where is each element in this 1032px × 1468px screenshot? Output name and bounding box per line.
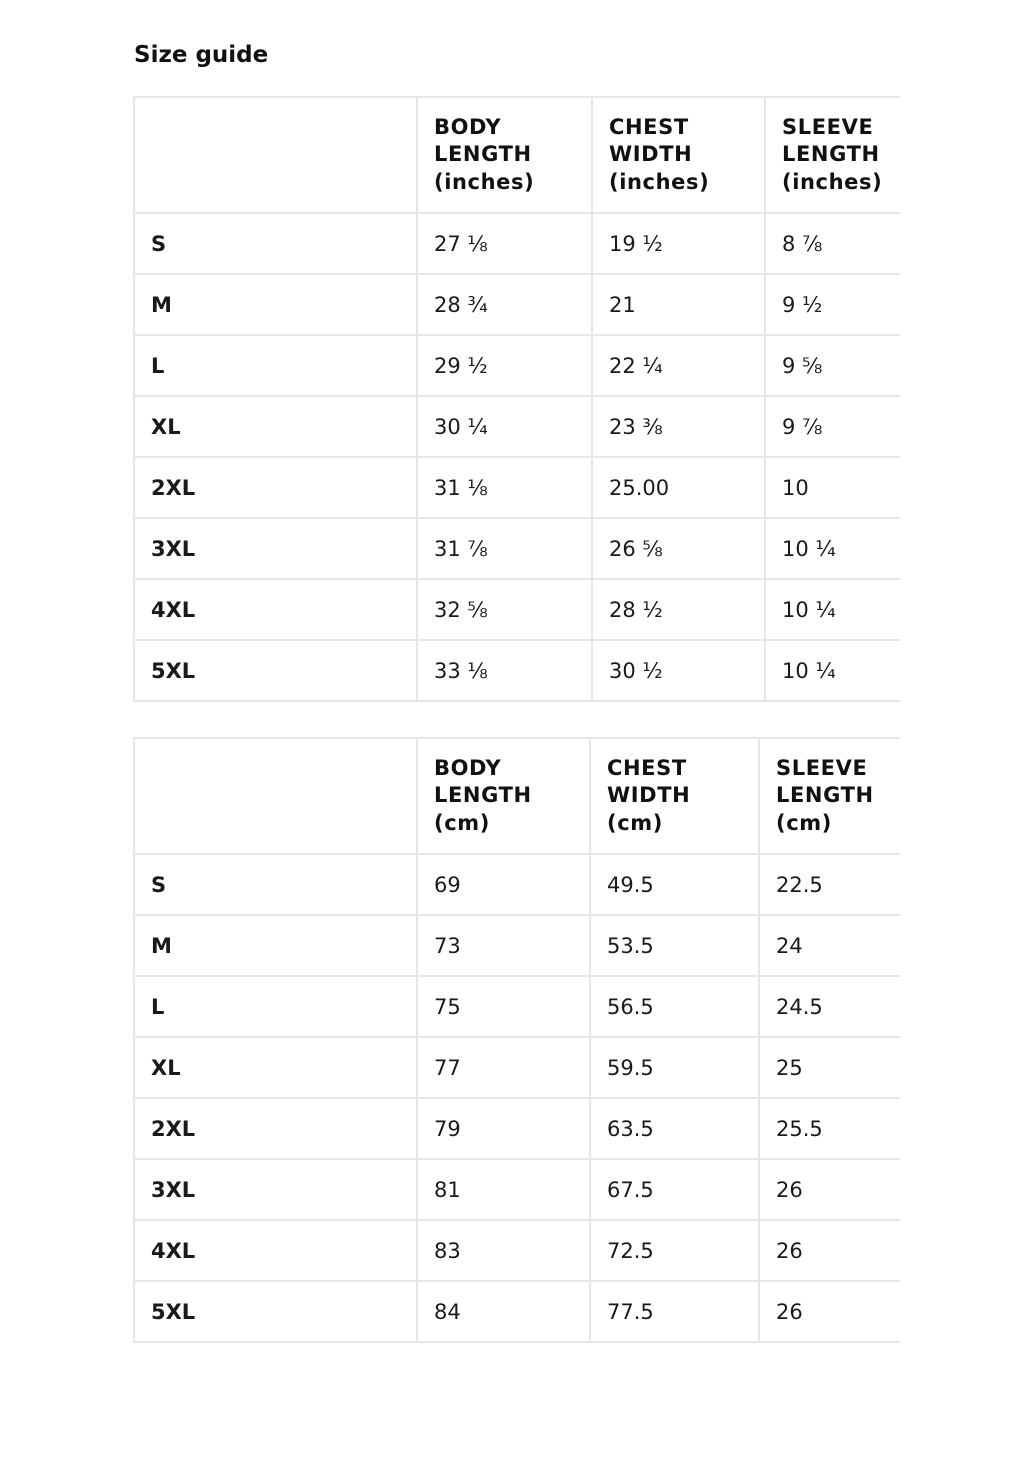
- header-body-length: BODY LENGTH (inches): [417, 97, 592, 213]
- size-label: 4XL: [134, 1220, 417, 1281]
- size-label: 2XL: [134, 1098, 417, 1159]
- sleeve-length-cell: 26: [776, 1299, 803, 1324]
- size-label: XL: [134, 1037, 417, 1098]
- size-label: 5XL: [134, 640, 417, 701]
- body-length-cell: 28 ¾: [417, 274, 592, 335]
- size-label: 5XL: [134, 1281, 417, 1342]
- table-row: [134, 1159, 900, 1220]
- sleeve-length-cell: 8 ⅞: [765, 213, 900, 274]
- table-row: [134, 579, 900, 640]
- chest-width-cell: 72.5: [590, 1220, 759, 1281]
- chest-width-cell: 59.5: [590, 1037, 759, 1098]
- table-header-row: [134, 97, 900, 213]
- size-label: 4XL: [134, 579, 417, 640]
- body-length-cell: 84: [417, 1281, 590, 1342]
- size-label: 3XL: [134, 1159, 417, 1220]
- body-length-cell: 31 ⅞: [417, 518, 592, 579]
- chest-width-cell: 56.5: [590, 976, 759, 1037]
- header-sleeve-length: SLEEVE LENGTH (cm): [759, 738, 900, 854]
- page-title: Size guide: [134, 42, 269, 68]
- body-length-cell: 79: [417, 1098, 590, 1159]
- table-row: [134, 1098, 900, 1159]
- body-length-cell: 33 ⅛: [417, 640, 592, 701]
- header-sleeve-length: SLEEVE LENGTH (inches): [765, 97, 900, 213]
- chest-width-cell: 30 ½: [592, 640, 765, 701]
- body-length-cell: 27 ⅛: [417, 213, 592, 274]
- sleeve-length-cell: 25: [759, 1037, 900, 1098]
- header-size: [134, 738, 417, 854]
- table-row: [134, 1037, 900, 1098]
- sleeve-length-cell: 10 ¼: [765, 579, 900, 640]
- size-table-cm: [133, 737, 900, 1343]
- chest-width-cell: 19 ½: [592, 213, 765, 274]
- table-row: [134, 396, 900, 457]
- chest-width-cell: 53.5: [590, 915, 759, 976]
- header-chest-width: CHEST WIDTH (cm): [590, 738, 759, 854]
- body-length-cell: 75: [417, 976, 590, 1037]
- chest-width-cell: 23 ⅜: [592, 396, 765, 457]
- body-length-cell: 69: [417, 854, 590, 915]
- size-label: S: [134, 854, 417, 915]
- table-row: [134, 854, 900, 915]
- chest-width-cell: 63.5: [590, 1098, 759, 1159]
- size-label: L: [134, 335, 417, 396]
- sleeve-length-cell: 9 ⅝: [765, 335, 900, 396]
- size-label: M: [134, 915, 417, 976]
- table-row: [134, 457, 900, 518]
- size-label: XL: [134, 396, 417, 457]
- sleeve-length-cell: 26: [759, 1159, 900, 1220]
- chest-width-cell: 21: [592, 274, 765, 335]
- sleeve-length-cell: 9 ⅞: [765, 396, 900, 457]
- chest-width-cell: 22 ¼: [592, 335, 765, 396]
- table-row: [134, 213, 900, 274]
- sleeve-length-cell: 22.5: [759, 854, 900, 915]
- table-header-row: [134, 738, 900, 854]
- size-label: M: [134, 274, 417, 335]
- sleeve-length-cell: 24: [759, 915, 900, 976]
- body-length-cell: 29 ½: [417, 335, 592, 396]
- sleeve-length-cell: 10 ¼: [782, 658, 836, 683]
- header-body-length: BODY LENGTH (cm): [417, 738, 590, 854]
- chest-width-cell: 28 ½: [592, 579, 765, 640]
- sleeve-length-cell: 10 ¼: [765, 518, 900, 579]
- sleeve-length-cell: 9 ½: [765, 274, 900, 335]
- chest-width-cell: 77.5: [590, 1281, 759, 1342]
- size-label: 3XL: [134, 518, 417, 579]
- sleeve-length-cell: 25.5: [759, 1098, 900, 1159]
- table-row: [134, 640, 900, 701]
- size-table-inches: [133, 96, 900, 702]
- header-size: [134, 97, 417, 213]
- table-row: [134, 1281, 900, 1342]
- body-length-cell: 32 ⅝: [417, 579, 592, 640]
- body-length-cell: 73: [417, 915, 590, 976]
- table-row: [134, 1220, 900, 1281]
- body-length-cell: 81: [417, 1159, 590, 1220]
- table-row: [134, 274, 900, 335]
- size-label: S: [134, 213, 417, 274]
- sleeve-length-cell: 26: [759, 1220, 900, 1281]
- sleeve-length-cell: 24.5: [759, 976, 900, 1037]
- body-length-cell: 83: [417, 1220, 590, 1281]
- table-row: [134, 518, 900, 579]
- size-label: L: [134, 976, 417, 1037]
- header-chest-width: CHEST WIDTH (inches): [592, 97, 765, 213]
- size-label: 2XL: [134, 457, 417, 518]
- chest-width-cell: 26 ⅝: [592, 518, 765, 579]
- sleeve-length-cell: 10: [765, 457, 900, 518]
- body-length-cell: 31 ⅛: [417, 457, 592, 518]
- table-row: [134, 976, 900, 1037]
- body-length-cell: 30 ¼: [417, 396, 592, 457]
- chest-width-cell: 25.00: [592, 457, 765, 518]
- body-length-cell: 77: [417, 1037, 590, 1098]
- chest-width-cell: 67.5: [590, 1159, 759, 1220]
- chest-width-cell: 49.5: [590, 854, 759, 915]
- table-row: [134, 335, 900, 396]
- table-row: [134, 915, 900, 976]
